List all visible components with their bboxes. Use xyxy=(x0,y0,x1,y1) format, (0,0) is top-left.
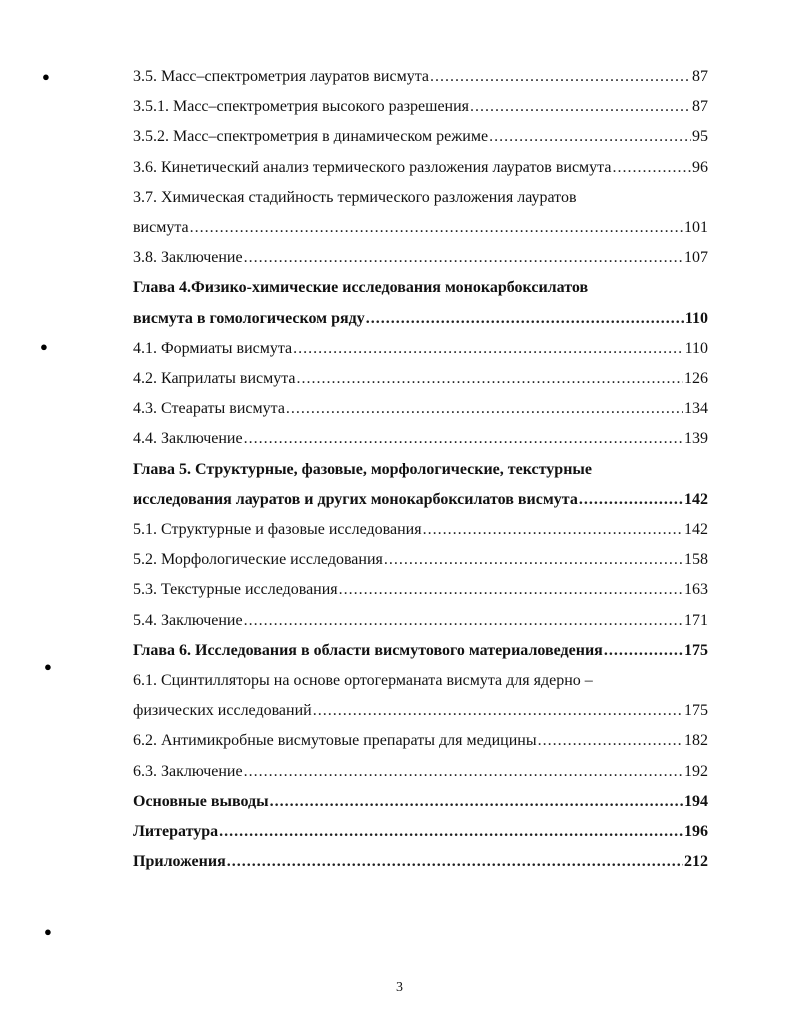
toc-leader-dots xyxy=(538,726,683,756)
toc-entry xyxy=(133,515,708,545)
toc-leader-dots xyxy=(313,696,683,726)
toc-leader-dots xyxy=(604,636,683,666)
toc-entry xyxy=(133,757,708,787)
toc-entry-page: 175 xyxy=(684,702,708,719)
toc-entry-page: 142 xyxy=(684,491,708,508)
scan-speck-icon: ● xyxy=(44,659,52,674)
toc-entry-page: 196 xyxy=(684,823,708,840)
toc-entry-title: 3.5. Масс–спектрометрия лауратов висмута xyxy=(133,68,430,85)
toc-entry xyxy=(133,666,708,696)
toc-entry-title: 6.1. Сцинтилляторы на основе ортогерманата висмута для ядерно – xyxy=(133,672,593,689)
toc-entry xyxy=(133,545,708,575)
toc-entry-page: 163 xyxy=(684,581,708,598)
toc-leader-dots xyxy=(579,485,683,515)
toc-leader-dots xyxy=(430,62,691,92)
toc-entry xyxy=(133,606,708,636)
toc-entry xyxy=(133,394,708,424)
toc-entry-title: Литература xyxy=(133,823,219,840)
toc-leader-dots xyxy=(470,92,691,122)
toc-entry-page: 110 xyxy=(684,340,708,357)
toc-entry-title: 3.5.1. Масс–спектрометрия высокого разрешения xyxy=(133,98,470,115)
toc-entry xyxy=(133,364,708,394)
toc-entry-title: 4.3. Стеараты висмута xyxy=(133,400,285,417)
toc-entry-page: 134 xyxy=(684,400,708,417)
toc-entry-page: 171 xyxy=(684,612,708,629)
toc-entry-page: 182 xyxy=(684,732,708,749)
toc-leader-dots xyxy=(219,817,683,847)
toc-entry-title: Глава 6. Исследования в области висмутового материаловедения xyxy=(133,642,603,659)
toc-entry xyxy=(133,787,708,817)
toc-leader-dots xyxy=(227,847,683,877)
toc-leader-dots xyxy=(286,394,683,424)
page-number: 3 xyxy=(396,980,403,995)
toc-entry-title: 3.8. Заключение xyxy=(133,249,243,266)
toc-leader-dots xyxy=(423,515,683,545)
toc-entry-page: 158 xyxy=(684,551,708,568)
toc-entry xyxy=(133,485,708,515)
toc-entry-page: 192 xyxy=(684,763,708,780)
toc-entry-page: 175 xyxy=(684,642,708,659)
toc-entry-page: 95 xyxy=(692,128,708,145)
toc-entry-page: 87 xyxy=(692,98,708,115)
toc-entry xyxy=(133,636,708,666)
toc-entry xyxy=(133,92,708,122)
toc-entry-title: Приложения xyxy=(133,853,226,870)
toc-entry-title: 5.4. Заключение xyxy=(133,612,243,629)
toc-entry-page: 96 xyxy=(692,159,708,176)
toc-entry-title: 6.3. Заключение xyxy=(133,763,243,780)
toc-leader-dots xyxy=(384,545,683,575)
toc-entry-page: 110 xyxy=(684,310,708,327)
toc-leader-dots xyxy=(244,606,683,636)
toc-leader-dots xyxy=(612,153,691,183)
toc-entry-page: 212 xyxy=(684,853,708,870)
toc-entry-title: Глава 4.Физико-химические исследования монокарбоксилатов xyxy=(133,279,589,296)
scan-speck-icon: ● xyxy=(42,69,50,84)
toc-entry-title: 5.1. Структурные и фазовые исследования xyxy=(133,521,422,538)
toc-entry-title: 3.7. Химическая стадийность термического разложения лауратов xyxy=(133,189,577,206)
toc-leader-dots xyxy=(190,213,683,243)
toc-entry-title: 4.2. Каприлаты висмута xyxy=(133,370,296,387)
toc-entry-page: 139 xyxy=(684,430,708,447)
toc-entry xyxy=(133,424,708,454)
toc-entry-page: 194 xyxy=(684,793,708,810)
toc-entry-title: висмута xyxy=(133,219,189,236)
toc-entry-page: 107 xyxy=(684,249,708,266)
toc-entry xyxy=(133,243,708,273)
toc-entry-title: 5.2. Морфологические исследования xyxy=(133,551,383,568)
toc-entry-title: 3.5.2. Масс–спектрометрия в динамическом режиме xyxy=(133,128,489,145)
toc-entry xyxy=(133,273,708,303)
toc-entry xyxy=(133,304,708,334)
toc-entry-title: 4.1. Формиаты висмута xyxy=(133,340,293,357)
toc-entry-title: Глава 5. Структурные, фазовые, морфологические, текстурные xyxy=(133,461,593,478)
toc-leader-dots xyxy=(270,787,683,817)
toc-entry xyxy=(133,122,708,152)
toc-entry xyxy=(133,213,708,243)
toc-leader-dots xyxy=(244,757,683,787)
toc-entry xyxy=(133,334,708,364)
toc-entry-page: 126 xyxy=(684,370,708,387)
toc-leader-dots xyxy=(339,575,683,605)
toc-entry-title: 6.2. Антимикробные висмутовые препараты для медицины xyxy=(133,732,537,749)
toc-leader-dots xyxy=(366,304,684,334)
toc-entry xyxy=(133,62,708,92)
toc-leader-dots xyxy=(489,122,691,152)
toc-entry xyxy=(133,153,708,183)
toc-entry xyxy=(133,455,708,485)
toc-leader-dots xyxy=(297,364,683,394)
toc-entry-page: 101 xyxy=(684,219,708,236)
toc-entry xyxy=(133,696,708,726)
toc-leader-dots xyxy=(244,243,683,273)
toc-entry xyxy=(133,575,708,605)
toc-entry xyxy=(133,847,708,877)
toc-entry-title: физических исследований xyxy=(133,702,312,719)
toc-entry xyxy=(133,183,708,213)
toc-leader-dots xyxy=(244,424,683,454)
scan-speck-icon: ● xyxy=(44,924,52,939)
toc-leader-dots xyxy=(293,334,683,364)
toc-entry-page: 87 xyxy=(692,68,708,85)
toc-entry xyxy=(133,817,708,847)
toc-entry-title: исследования лауратов и других монокарбоксилатов висмута xyxy=(133,491,578,508)
toc-entry-title: 5.3. Текстурные исследования xyxy=(133,581,338,598)
scan-speck-icon: ● xyxy=(40,339,48,354)
toc-entry-page: 142 xyxy=(684,521,708,538)
toc-entry-title: 4.4. Заключение xyxy=(133,430,243,447)
toc-entry-title: 3.6. Кинетический анализ термического разложения лауратов висмута xyxy=(133,159,612,176)
toc-entry-title: Основные выводы xyxy=(133,793,269,810)
toc-entry-title: висмута в гомологическом ряду xyxy=(133,310,365,327)
toc-entry xyxy=(133,726,708,756)
